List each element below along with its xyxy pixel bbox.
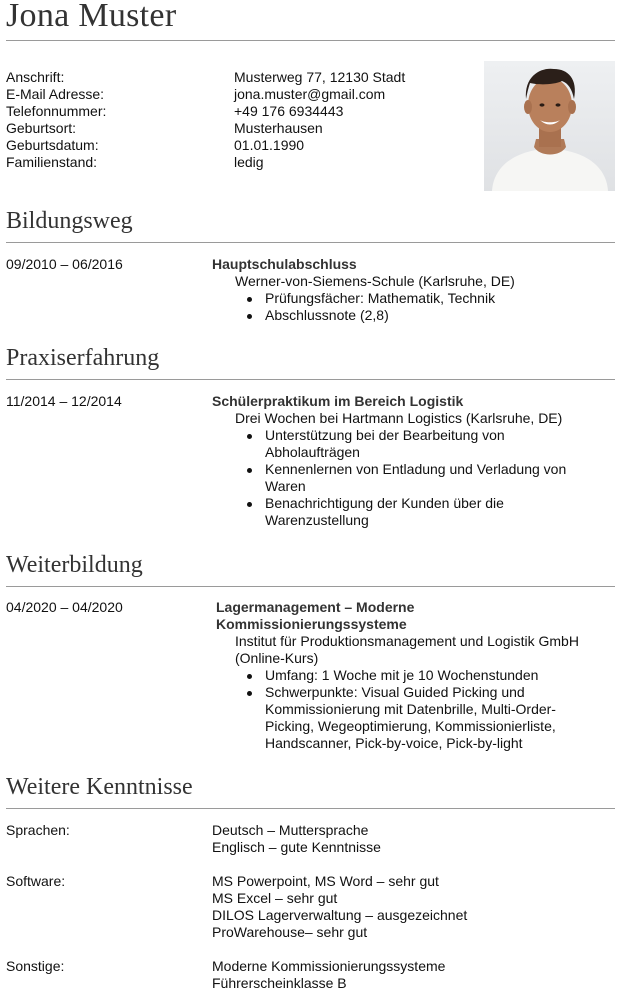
section-divider (6, 586, 615, 587)
skill-item: Moderne Kommissionierungssysteme (212, 958, 446, 974)
bullet-icon (247, 691, 252, 696)
personal-row (6, 103, 405, 120)
bullet-icon (247, 314, 252, 319)
training-institution: Institut für Produktionsmanagement und Logistik GmbH (235, 633, 579, 649)
bullet-icon (247, 434, 252, 439)
personal-value: ledig (234, 154, 264, 170)
section-heading-skills: Weitere Kenntnisse (6, 774, 193, 800)
person-portrait-icon (484, 61, 615, 191)
header-divider (6, 40, 615, 41)
skill-item: Deutsch – Muttersprache (212, 822, 369, 838)
education-institution: Werner-von-Siemens-Schule (Karlsruhe, DE) (235, 273, 515, 289)
section-heading-training: Weiterbildung (6, 552, 143, 578)
personal-label: E-Mail Adresse: (6, 86, 105, 102)
personal-label: Telefonnummer: (6, 103, 107, 119)
bullet-icon (247, 674, 252, 679)
cv-name: Jona Muster (6, 0, 177, 34)
list-item: Benachrichtigung der Kunden über die Warenzustellung (235, 495, 612, 529)
skill-item: ProWarehouse– sehr gut (212, 924, 368, 940)
skill-item: MS Powerpoint, MS Word – sehr gut (212, 873, 439, 889)
personal-row (6, 69, 405, 86)
skills-label: Software: (6, 873, 66, 889)
practice-title: Schülerpraktikum im Bereich Logistik (212, 393, 464, 409)
skills-group (212, 822, 381, 856)
personal-row (6, 120, 405, 137)
education-date: 09/2010 – 06/2016 (6, 256, 123, 272)
skills-group (212, 958, 445, 992)
list-item: Prüfungsfächer: Mathematik, Technik (235, 290, 612, 307)
section-divider (6, 808, 615, 809)
list-item: Abschlussnote (2,8) (235, 307, 612, 324)
personal-label: Geburtsdatum: (6, 137, 99, 153)
education-title: Hauptschulabschluss (212, 256, 357, 272)
section-divider (6, 242, 615, 243)
bullet-icon (247, 502, 252, 507)
personal-label: Anschrift: (6, 69, 65, 85)
personal-value: +49 176 6934443 (234, 103, 344, 119)
personal-value: Musterweg 77, 12130 Stadt (234, 69, 406, 85)
bullet-icon (247, 297, 252, 302)
list-item: Unterstützung bei der Bearbeitung von Abholaufträgen (235, 427, 612, 461)
skill-item: Englisch – gute Kenntnisse (212, 839, 381, 855)
skill-item: Führerscheinklasse B (212, 975, 347, 991)
education-bullets (235, 290, 612, 324)
personal-label: Geburtsort: (6, 120, 77, 136)
personal-row (6, 154, 405, 171)
personal-row (6, 86, 405, 103)
training-title: Lagermanagement – Moderne (216, 599, 415, 615)
practice-bullets (235, 427, 612, 529)
training-institution: (Online-Kurs) (235, 650, 319, 666)
list-item: Schwerpunkte: Visual Guided Picking und Kommissionierung mit Datenbrille, Multi-Order- Picking, Wegeoptimierung, Kommissionierliste, Handscanner, Pick-by-voice, Pick-by-light (235, 684, 612, 752)
section-heading-education: Bildungsweg (6, 208, 133, 234)
skill-item: DILOS Lagerverwaltung – ausgezeichnet (212, 907, 468, 923)
profile-photo (484, 61, 615, 191)
skills-label: Sonstige: (6, 958, 65, 974)
personal-row (6, 137, 405, 154)
personal-value: jona.muster@gmail.com (234, 86, 386, 102)
list-item: Umfang: 1 Woche mit je 10 Wochenstunden (235, 667, 612, 684)
skills-label: Sprachen: (6, 822, 70, 838)
training-bullets (235, 667, 612, 752)
practice-company: Drei Wochen bei Hartmann Logistics (Karlsruhe, DE) (235, 410, 563, 426)
training-entry (216, 599, 612, 752)
personal-value: 01.01.1990 (234, 137, 305, 153)
training-title: Kommissionierungssysteme (216, 616, 407, 632)
list-item: Kennenlernen von Entladung und Verladung von Waren (235, 461, 612, 495)
personal-info (6, 69, 405, 171)
practice-entry (212, 393, 612, 529)
section-divider (6, 379, 615, 380)
practice-date: 11/2014 – 12/2014 (6, 393, 122, 409)
skills-group (212, 873, 467, 941)
training-date: 04/2020 – 04/2020 (6, 599, 123, 615)
section-heading-practice: Praxiserfahrung (6, 345, 160, 371)
bullet-icon (247, 468, 252, 473)
education-entry (212, 256, 612, 324)
personal-value: Musterhausen (234, 120, 323, 136)
personal-label: Familienstand: (6, 154, 98, 170)
skill-item: MS Excel – sehr gut (212, 890, 338, 906)
